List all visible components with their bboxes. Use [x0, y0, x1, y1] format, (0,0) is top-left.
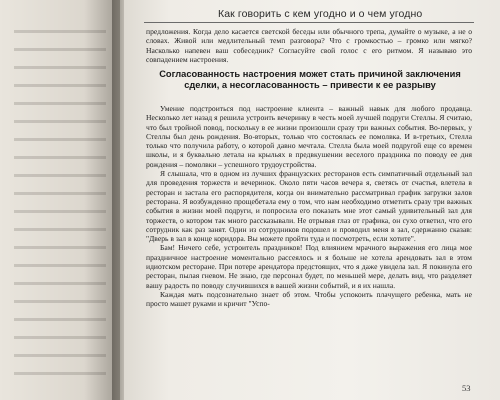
section-heading: Согласованность настроения может стать причиной заключения сделки, а несогласованность – привести к ее разрыву: [159, 69, 461, 91]
running-header: Как говорить с кем угодно и о чем угодно: [218, 8, 423, 20]
paragraph: Я слышала, что в одном из лучших французских ресторанов есть симпатичный отдельный зал для проведения торжеств и вечеринок. Около пяти часов вечера я, светясь от счастья, влетела в ресторан и застала его распорядителя, когда он внимательно рассматривал график загрузки залов ресторана. Я возбужденно прощебетала ему о том, что нам необходимо отметить сразу три важных события в жизни моей подруги, и попросила его показать мне этот самый удивительный зал для торжеств, о котором так много рассказывали. Не отрывая глаз от графика, он сухо ответил, что его сотрудник как раз занят. Один из сотрудников подошел и проводил меня в зал, сдержанно сказав: "Дверь в зал в конце коридора. Вы можете пройти туда и посмотреть, если хотите".: [146, 169, 472, 244]
left-page-edge: [0, 0, 120, 400]
intro-text: предложения. Когда дело касается светской беседы или обычного трепа, думайте о музыке, а не о словах. Живой или медлительный темп разговора? Что с громкостью – громко или мягко? Насколько напевен ваш собеседник? Согласуйте свой голос с его ритмом. Я называю это совпадением настроения.: [146, 27, 472, 64]
page-number: 53: [462, 383, 471, 393]
paragraph: Каждая мать подсознательно знает об этом. Чтобы успокоить плачущего ребенка, мать не просто машет руками и кричит "Успо-: [146, 289, 472, 309]
paragraph: Бам! Ничего себе, устроитель праздников! Под влиянием мрачного выражения его лица мое праздничное настроение моментально рассеялось и я больше не хотела арендовать зал в этом идиотском ресторане. При потере арендатора предстоящих, что я даже увидела зал. Я покинула его ресторан, пылая гневом. Не знаю, где персонал будет, по меньшей мере, делать вид, что разделяет вашу радость по поводу случившихся в вашей жизни событий, и я их нашла.: [146, 243, 472, 290]
body-text: [146, 104, 472, 309]
header-rule: [144, 22, 474, 23]
paragraph: Умение подстроиться под настроение клиента – важный навык для любого продавца. Несколько лет назад я решила устроить вечеринку в честь моей лучшей подруги Стеллы. Я считаю, что был тройной повод, поскольку в ее жизни произошли сразу три важных события. Во-первых, у Стеллы был день рождения. Во-вторых, только что состоялась ее помолвка. И в-третьих, Стелла только что получила работу, о которой давно мечтала. Стелла была моей подругой еще со времен школы, и я буквально летала на крыльях в предвкушении веселого праздника по поводу ее дня рождения – помолвки – успешного трудоустройства.: [146, 104, 472, 169]
intro-paragraph: [146, 27, 472, 64]
